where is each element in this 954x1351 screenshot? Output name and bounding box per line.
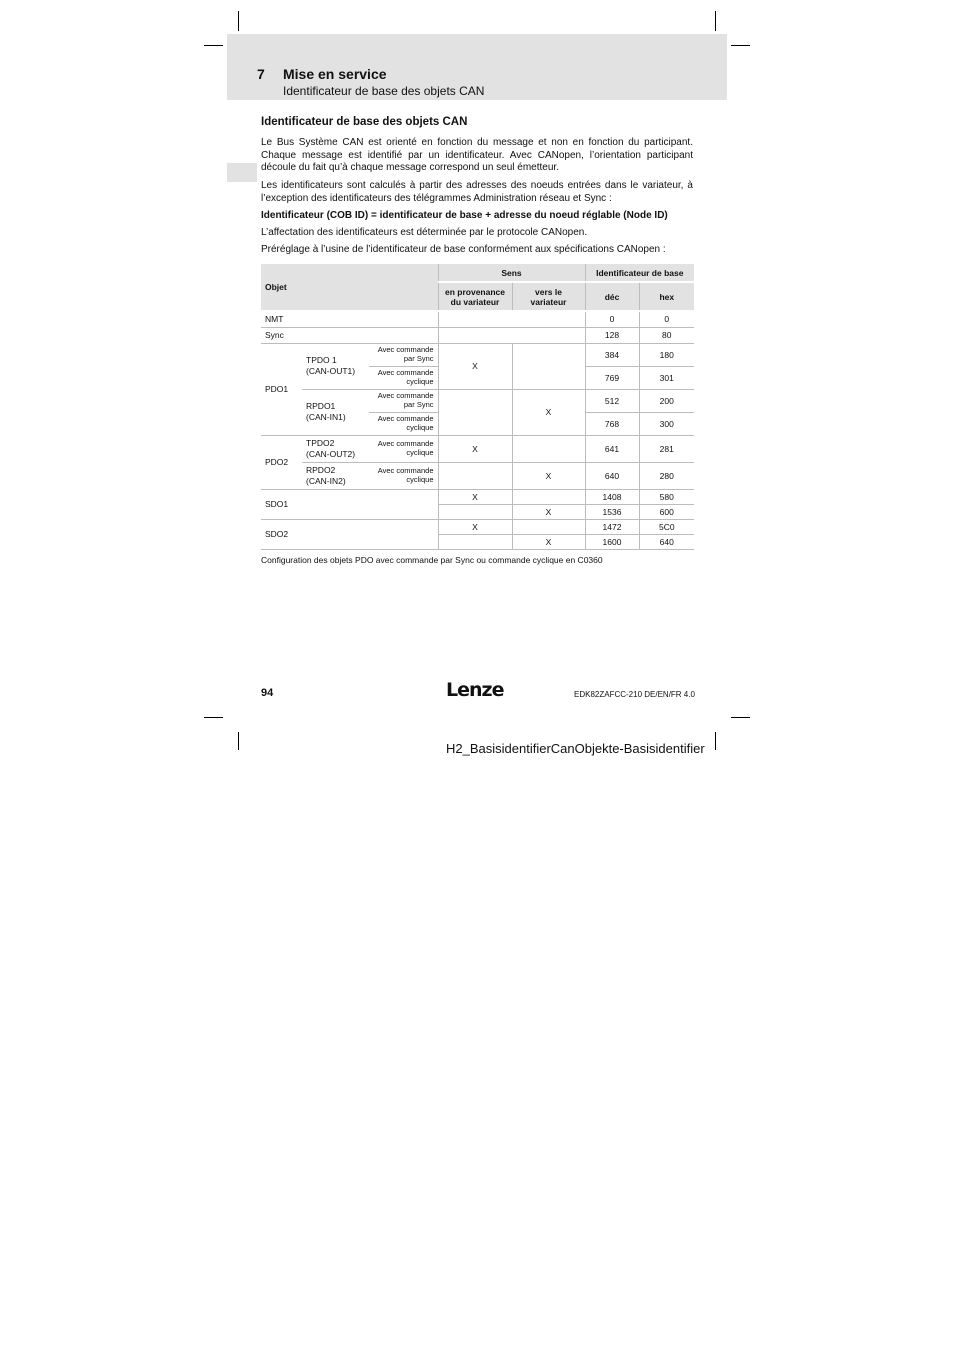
- rpdo2-alias: (CAN-IN2): [306, 475, 346, 486]
- cell-hex: 200: [639, 389, 694, 412]
- cell-empty: [512, 343, 585, 389]
- formula-line: Identificateur (COB ID) = identificateur de base + adresse du noeud réglable (Node ID): [261, 210, 668, 221]
- table-row: [261, 327, 694, 343]
- table-row: [261, 311, 694, 327]
- cell-hex: 0: [639, 311, 694, 327]
- cell-to-drive: X: [512, 462, 585, 489]
- tpdo2-alias: (CAN-OUT2): [306, 448, 356, 459]
- chapter-subtitle: Identificateur de base des objets CAN: [283, 84, 485, 98]
- cell-hex: 5C0: [639, 519, 694, 534]
- cell-from-drive: X: [438, 435, 512, 462]
- header-from-drive: en provenance du variateur: [438, 282, 512, 311]
- rpdo2-label: RPDO2: [306, 464, 336, 475]
- crop-mark: [731, 717, 750, 718]
- header-objet: Objet: [261, 264, 438, 311]
- cell-empty: [438, 462, 512, 489]
- table-caption: Configuration des objets PDO avec commande par Sync ou commande cyclique en C0360: [261, 555, 603, 565]
- cell-mode: Avec commande cyclique: [369, 412, 438, 435]
- cell-mode: Avec commande par Sync: [369, 343, 438, 366]
- cell-dec: 769: [585, 366, 639, 389]
- table-row: [261, 462, 694, 489]
- cell-object: NMT: [261, 311, 438, 327]
- cell-sub-object: [302, 343, 369, 389]
- cell-from-drive: X: [438, 343, 512, 389]
- cell-object: SDO2: [261, 519, 438, 549]
- cell-mode: Avec commande cyclique: [369, 462, 438, 489]
- document-reference: EDK82ZAFCC-210 DE/EN/FR 4.0: [574, 690, 695, 699]
- cell-empty: [438, 311, 585, 327]
- cell-dec: 1536: [585, 504, 639, 519]
- cell-from-drive: X: [438, 489, 512, 504]
- tpdo2-label: TPDO2: [306, 437, 335, 448]
- cell-sub-object: [302, 462, 369, 489]
- page-number: 94: [261, 687, 274, 699]
- cell-empty: [512, 519, 585, 534]
- paragraph-protocol: L’affectation des identificateurs est déterminée par le protocole CANopen.: [261, 227, 588, 238]
- cell-hex: 281: [639, 435, 694, 462]
- lenze-logo: Lenze: [446, 679, 504, 701]
- header-to-drive: vers le variateur: [512, 282, 585, 311]
- crop-mark: [238, 11, 239, 31]
- chapter-number: 7: [257, 66, 265, 82]
- cell-object: PDO2: [261, 435, 302, 489]
- cell-to-drive: X: [512, 389, 585, 435]
- cell-empty: [512, 435, 585, 462]
- crop-mark: [204, 717, 223, 718]
- section-title: Identificateur de base des objets CAN: [261, 116, 468, 128]
- crop-mark: [731, 45, 750, 46]
- cell-dec: 640: [585, 462, 639, 489]
- cell-hex: 300: [639, 412, 694, 435]
- cell-object: SDO1: [261, 489, 438, 519]
- tpdo1-label: TPDO 1: [306, 355, 337, 365]
- chapter-title: Mise en service: [283, 66, 387, 82]
- cell-hex: 280: [639, 462, 694, 489]
- cell-dec: 641: [585, 435, 639, 462]
- paragraph-calculation: Les identificateurs sont calculés à partir des adresses des noeuds entrées dans le variateur, à l’exception des identificateurs des télégrammes Administration réseau et Sync :: [261, 180, 693, 204]
- cell-empty: [438, 534, 512, 549]
- cell-mode: Avec commande cyclique: [369, 366, 438, 389]
- cell-hex: 600: [639, 504, 694, 519]
- cell-empty: [438, 389, 512, 435]
- cell-dec: 1472: [585, 519, 639, 534]
- cell-empty: [512, 489, 585, 504]
- cell-mode: Avec commande cyclique: [369, 435, 438, 462]
- cell-from-drive: X: [438, 519, 512, 534]
- cell-empty: [438, 504, 512, 519]
- cell-object: Sync: [261, 327, 438, 343]
- table-row: [261, 489, 694, 504]
- cell-to-drive: X: [512, 534, 585, 549]
- cell-hex: 640: [639, 534, 694, 549]
- can-identifier-table: [261, 264, 694, 550]
- crop-mark: [238, 732, 239, 750]
- table-row: [261, 435, 694, 462]
- cell-hex: 180: [639, 343, 694, 366]
- cell-dec: 0: [585, 311, 639, 327]
- table-row: [261, 519, 694, 534]
- crop-mark: [715, 732, 716, 750]
- cell-mode: Avec commande par Sync: [369, 389, 438, 412]
- cell-sub-object: [302, 435, 369, 462]
- cell-dec: 1408: [585, 489, 639, 504]
- paragraph-intro: Le Bus Système CAN est orienté en fonction du message et non en fonction du participant. Chaque message est identifié par un identificateur. Avec CANopen, l’orientation participant découle du fait qu’à chaque message correspond un seul émetteur.: [261, 137, 693, 173]
- rpdo1-alias: (CAN-IN1): [306, 412, 346, 422]
- cell-dec: 512: [585, 389, 639, 412]
- paragraph-preset: Préréglage à l’usine de l’identificateur de base conformément aux spécifications CANopen :: [261, 244, 666, 255]
- rpdo1-label: RPDO1: [306, 401, 336, 411]
- header-sens: Sens: [438, 264, 585, 282]
- cell-dec: 1600: [585, 534, 639, 549]
- cell-hex: 80: [639, 327, 694, 343]
- cell-empty: [438, 327, 585, 343]
- cell-to-drive: X: [512, 504, 585, 519]
- cell-dec: 128: [585, 327, 639, 343]
- cell-hex: 580: [639, 489, 694, 504]
- cell-hex: 301: [639, 366, 694, 389]
- footer-identifier: H2_BasisidentifierCanObjekte-Basisidentifier: [446, 741, 705, 756]
- cell-dec: 768: [585, 412, 639, 435]
- cell-object: PDO1: [261, 343, 302, 435]
- header-dec: déc: [585, 282, 639, 311]
- header-hex: hex: [639, 282, 694, 311]
- table-row: [261, 389, 694, 412]
- tpdo1-alias: (CAN-OUT1): [306, 366, 356, 376]
- side-tab-marker: [227, 163, 257, 182]
- cell-dec: 384: [585, 343, 639, 366]
- crop-mark: [715, 11, 716, 31]
- header-base-id: Identificateur de base: [585, 264, 694, 282]
- cell-sub-object: [302, 389, 369, 435]
- crop-mark: [204, 45, 223, 46]
- table-row: [261, 343, 694, 366]
